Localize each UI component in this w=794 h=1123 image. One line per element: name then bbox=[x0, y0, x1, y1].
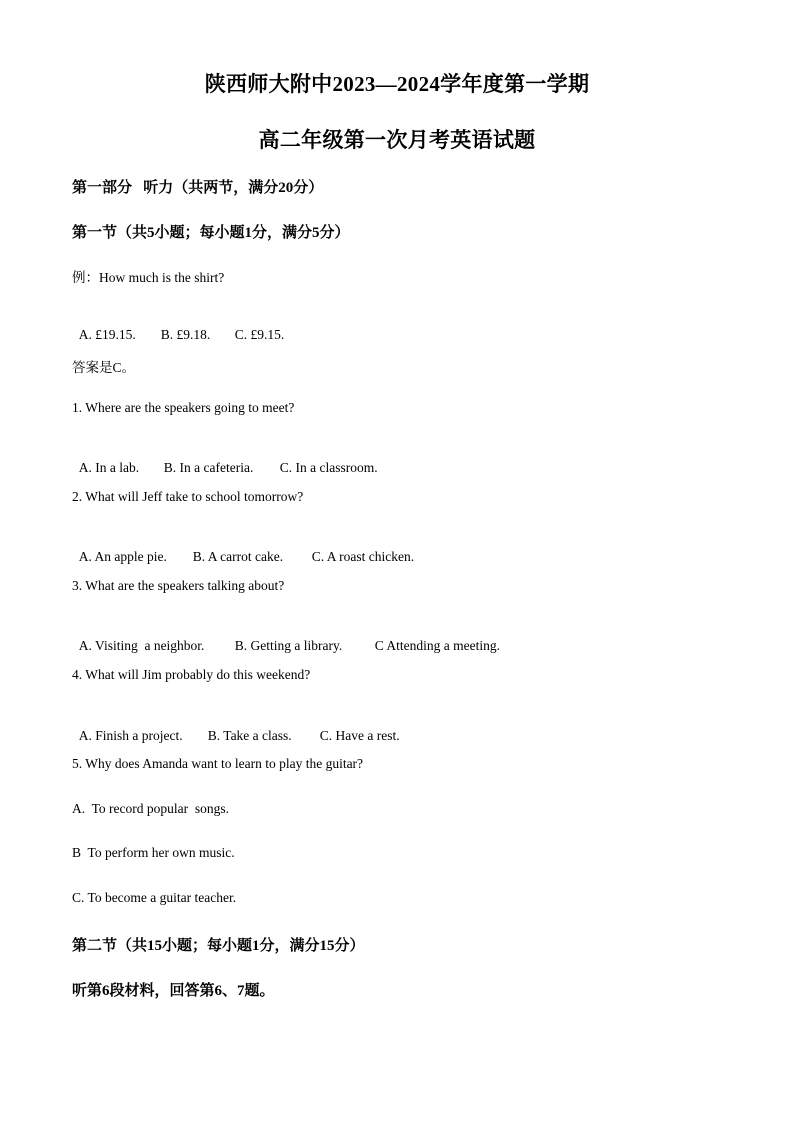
q5-option-c: C. To become a guitar teacher. bbox=[72, 890, 237, 905]
example-options bbox=[72, 311, 284, 343]
q4-option-b: B. Take a class. bbox=[207, 728, 292, 743]
question-3: 3. What are the speakers talking about? bbox=[72, 578, 285, 593]
q2-option-c: C. A roast chicken. bbox=[311, 549, 415, 564]
exam-subtitle: 高二年级第一次月考英语试题 bbox=[258, 128, 536, 152]
question-1-options bbox=[72, 444, 378, 476]
example-option-b: B. £9.18. bbox=[160, 327, 211, 342]
q2-option-a: A. An apple pie. bbox=[78, 549, 167, 564]
section-one-heading: 第一节（共5小题；每小题1分，满分5分） bbox=[72, 225, 350, 241]
example-answer: 答案是C。 bbox=[72, 360, 136, 375]
question-3-options bbox=[72, 622, 500, 654]
q4-option-c: C. Have a rest. bbox=[319, 728, 400, 743]
q1-option-a: A. In a lab. bbox=[78, 460, 140, 475]
example-option-c: C. £9.15. bbox=[234, 327, 285, 342]
question-1: 1. Where are the speakers going to meet? bbox=[72, 400, 295, 415]
example-question: 例：How much is the shirt? bbox=[72, 270, 225, 285]
question-2-options bbox=[72, 533, 414, 565]
q1-option-b: B. In a cafeteria. bbox=[163, 460, 254, 475]
example-option-a: A. £19.15. bbox=[78, 327, 136, 342]
q4-option-a: A. Finish a project. bbox=[78, 728, 183, 743]
question-2: 2. What will Jeff take to school tomorrow? bbox=[72, 489, 304, 504]
question-4: 4. What will Jim probably do this weekend? bbox=[72, 667, 311, 682]
question-5: 5. Why does Amanda want to learn to play the guitar? bbox=[72, 756, 364, 771]
q3-option-a: A. Visiting a neighbor. bbox=[78, 638, 205, 653]
section-two-heading: 第二节（共15小题；每小题1分，满分15分） bbox=[72, 938, 365, 954]
exam-school-title: 陕西师大附中2023—2024学年度第一学期 bbox=[204, 72, 590, 96]
q5-option-b: B To perform her own music. bbox=[72, 845, 235, 860]
q3-option-b: B. Getting a library. bbox=[234, 638, 343, 653]
q3-option-c: C Attending a meeting. bbox=[374, 638, 500, 653]
q5-option-a: A. To record popular songs. bbox=[72, 801, 230, 816]
part-one-heading: 第一部分 听力（共两节，满分20分） bbox=[72, 180, 324, 196]
q1-option-c: C. In a classroom. bbox=[279, 460, 378, 475]
q2-option-b: B. A carrot cake. bbox=[192, 549, 284, 564]
section-two-instruction: 听第6段材料，回答第6、7题。 bbox=[72, 983, 275, 999]
question-4-options bbox=[72, 712, 400, 744]
